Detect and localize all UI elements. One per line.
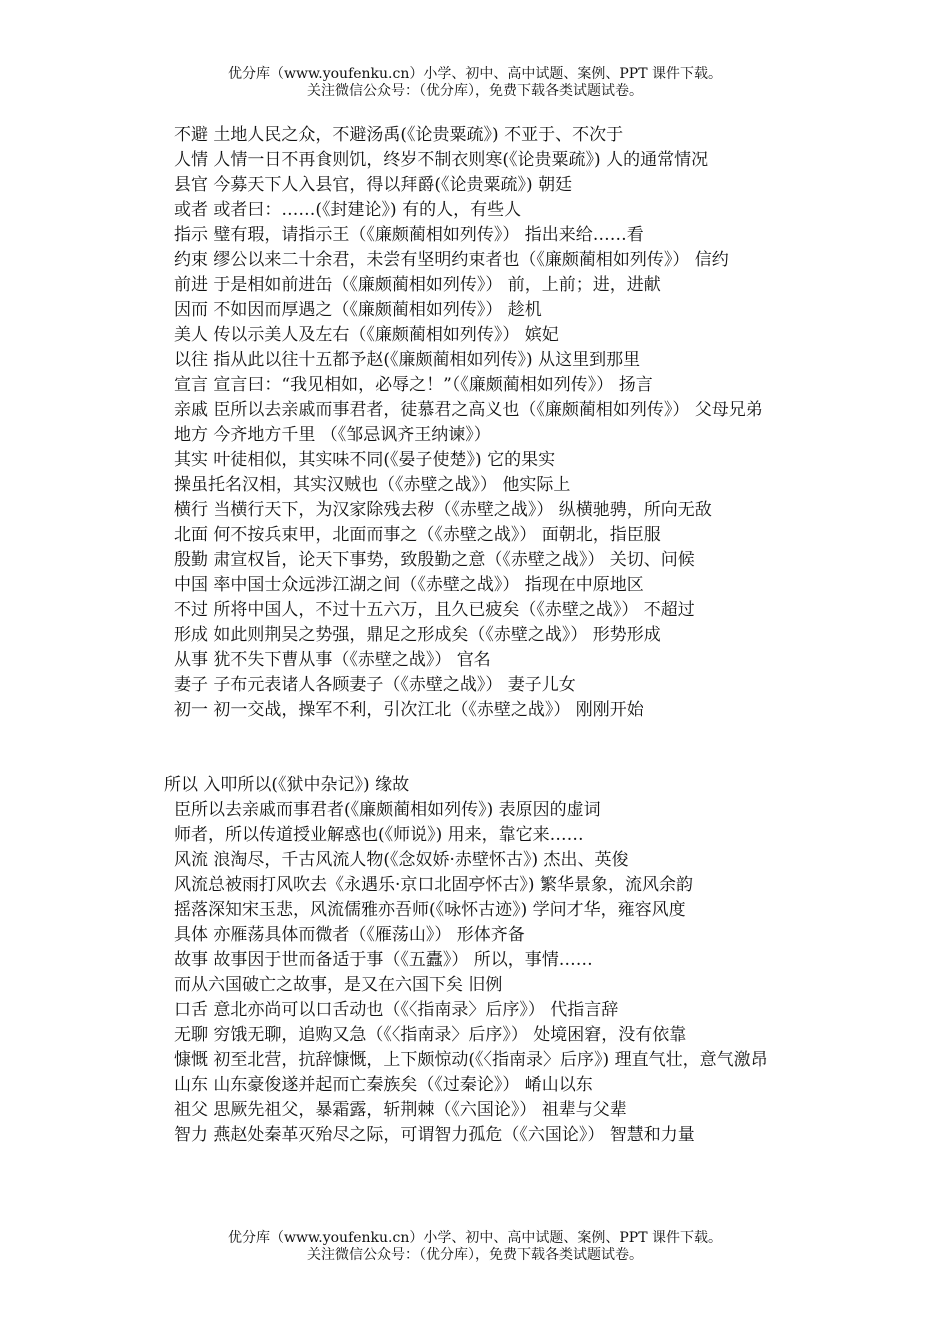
- entry-line: 口舌 意北亦尚可以口舌动也（《〈指南录〉后序》） 代指言辞: [174, 1000, 619, 1020]
- document-body: [145, 123, 810, 1148]
- entry-line: 不过 所将中国人，不过十五六万，且久已疲矣（《赤壁之战》） 不超过: [174, 600, 695, 620]
- entry-line: 宣言 宣言曰：“我见相如，必辱之！”（《廉颇蔺相如列传》） 扬言: [174, 375, 653, 395]
- entry-line: 前进 于是相如前进缶（《廉颇蔺相如列传》） 前，上前；进，进献: [174, 275, 661, 295]
- entry-line: 祖父 思厥先祖父，暴霜露，斩荆棘（《六国论》） 祖辈与父辈: [174, 1100, 627, 1120]
- page-header: [0, 66, 950, 100]
- entry-line: 约束 缪公以来二十余君，未尝有坚明约束者也（《廉颇蔺相如列传》） 信约: [174, 250, 729, 270]
- footer-line-2: 关注微信公众号：（优分库），免费下载各类试题试卷。: [307, 1247, 643, 1263]
- entry-line: 从事 犹不失下曹从事（《赤壁之战》） 官名: [174, 650, 491, 670]
- entry-line: 形成 如此则荆吴之势强，鼎足之形成矣（《赤壁之战》） 形势形成: [174, 625, 661, 645]
- section-gap: [145, 723, 810, 773]
- entry-line: 亲戚 臣所以去亲戚而事君者，徒慕君之高义也（《廉颇蔺相如列传》） 父母兄弟: [174, 400, 763, 420]
- entry-line: 智力 燕赵处秦革灭殆尽之际，可谓智力孤危（《六国论》） 智慧和力量: [174, 1125, 695, 1145]
- entry-line: 指示 璧有瑕，请指示王（《廉颇蔺相如列传》） 指出来给……看: [174, 225, 644, 245]
- entry-line: 初一 初一交战，操军不利，引次江北（《赤壁之战》） 刚刚开始: [174, 700, 644, 720]
- section-1: [145, 123, 810, 723]
- entry-line: 山东 山东豪俊遂并起而亡秦族矣（《过秦论》） 崤山以东: [174, 1075, 593, 1095]
- entry-line: 而从六国破亡之故事，是又在六国下矣 旧例: [174, 975, 503, 995]
- page-footer: [0, 1230, 950, 1264]
- entry-line: 横行 当横行天下，为汉家除残去秽（《赤壁之战》） 纵横驰骋，所向无敌: [174, 500, 712, 520]
- entry-line: 无聊 穷饿无聊，追购又急（《〈指南录〉后序》） 处境困窘，没有依靠: [174, 1025, 687, 1045]
- entry-line: 故事 故事因于世而备适于事（《五蠹》） 所以，事情……: [174, 950, 593, 970]
- entry-line: 北面 何不按兵束甲，北面而事之（《赤壁之战》） 面朝北，指臣服: [174, 525, 661, 545]
- entry-line: 因而 不如因而厚遇之（《廉颇蔺相如列传》） 趁机: [174, 300, 542, 320]
- entry-line: 臣所以去亲戚而事君者(《廉颇蔺相如列传》) 表原因的虚词: [174, 800, 601, 820]
- entry-line: 不避 土地人民之众，不避汤禹(《论贵粟疏》) 不亚于、不次于: [174, 125, 624, 145]
- entry-line: 中国 率中国士众远涉江湖之间（《赤壁之战》） 指现在中原地区: [174, 575, 644, 595]
- header-line-2: 关注微信公众号：（优分库），免费下载各类试题试卷。: [307, 83, 643, 99]
- entry-line: 地方 今齐地方千里 （《邹忌讽齐王纳谏》）: [174, 425, 491, 445]
- entry-line: 其实 叶徒相似，其实味不同(《晏子使楚》) 它的果实: [174, 450, 556, 470]
- entry-line: 摇落深知宋玉悲，风流儒雅亦吾师(《咏怀古迹》) 学问才华，雍容风度: [174, 900, 686, 920]
- entry-line: 县官 今募天下人入县官，得以拜爵(《论贵粟疏》) 朝廷: [174, 175, 573, 195]
- entry-line: 美人 传以示美人及左右（《廉颇蔺相如列传》） 嫔妃: [174, 325, 559, 345]
- entry-line: 以往 指从此以往十五都予赵(《廉颇蔺相如列传》) 从这里到那里: [174, 350, 641, 370]
- entry-line: 师者，所以传道授业解惑也(《师说》) 用来，靠它来……: [174, 825, 584, 845]
- section-2: [145, 773, 810, 1148]
- entry-line: 风流总被雨打风吹去《永遇乐·京口北固亭怀古》) 繁华景象，流风余韵: [174, 875, 693, 895]
- entry-line: 慷慨 初至北营，抗辞慷慨，上下颇惊动(《〈指南录〉后序》) 理直气壮，意气激昂: [174, 1050, 768, 1070]
- entry-line: 所以 入叩所以(《狱中杂记》) 缘故: [164, 775, 410, 795]
- entry-line: 或者 或者曰：……(《封建论》) 有的人，有些人: [174, 200, 522, 220]
- entry-line: 人情 人情一日不再食则饥，终岁不制衣则寒(《论贵粟疏》) 人的通常情况: [174, 150, 709, 170]
- entry-line: 具体 亦雁荡具体而微者（《雁荡山》） 形体齐备: [174, 925, 525, 945]
- entry-line: 妻子 子布元表诸人各顾妻子（《赤壁之战》） 妻子儿女: [174, 675, 576, 695]
- entry-line: 操虽托名汉相，其实汉贼也（《赤壁之战》） 他实际上: [174, 475, 571, 495]
- footer-line-1: 优分库（www.youfenku.cn）小学、初中、高中试题、案例、PPT 课件下载。: [227, 1230, 722, 1246]
- header-line-1: 优分库（www.youfenku.cn）小学、初中、高中试题、案例、PPT 课件下载。: [227, 66, 722, 82]
- entry-line: 风流 浪淘尽，千古风流人物(《念奴娇·赤壁怀古》) 杰出、英俊: [174, 850, 629, 870]
- entry-line: 殷勤 肃宣权旨，论天下事势，致殷勤之意（《赤壁之战》） 关切、问候: [174, 550, 695, 570]
